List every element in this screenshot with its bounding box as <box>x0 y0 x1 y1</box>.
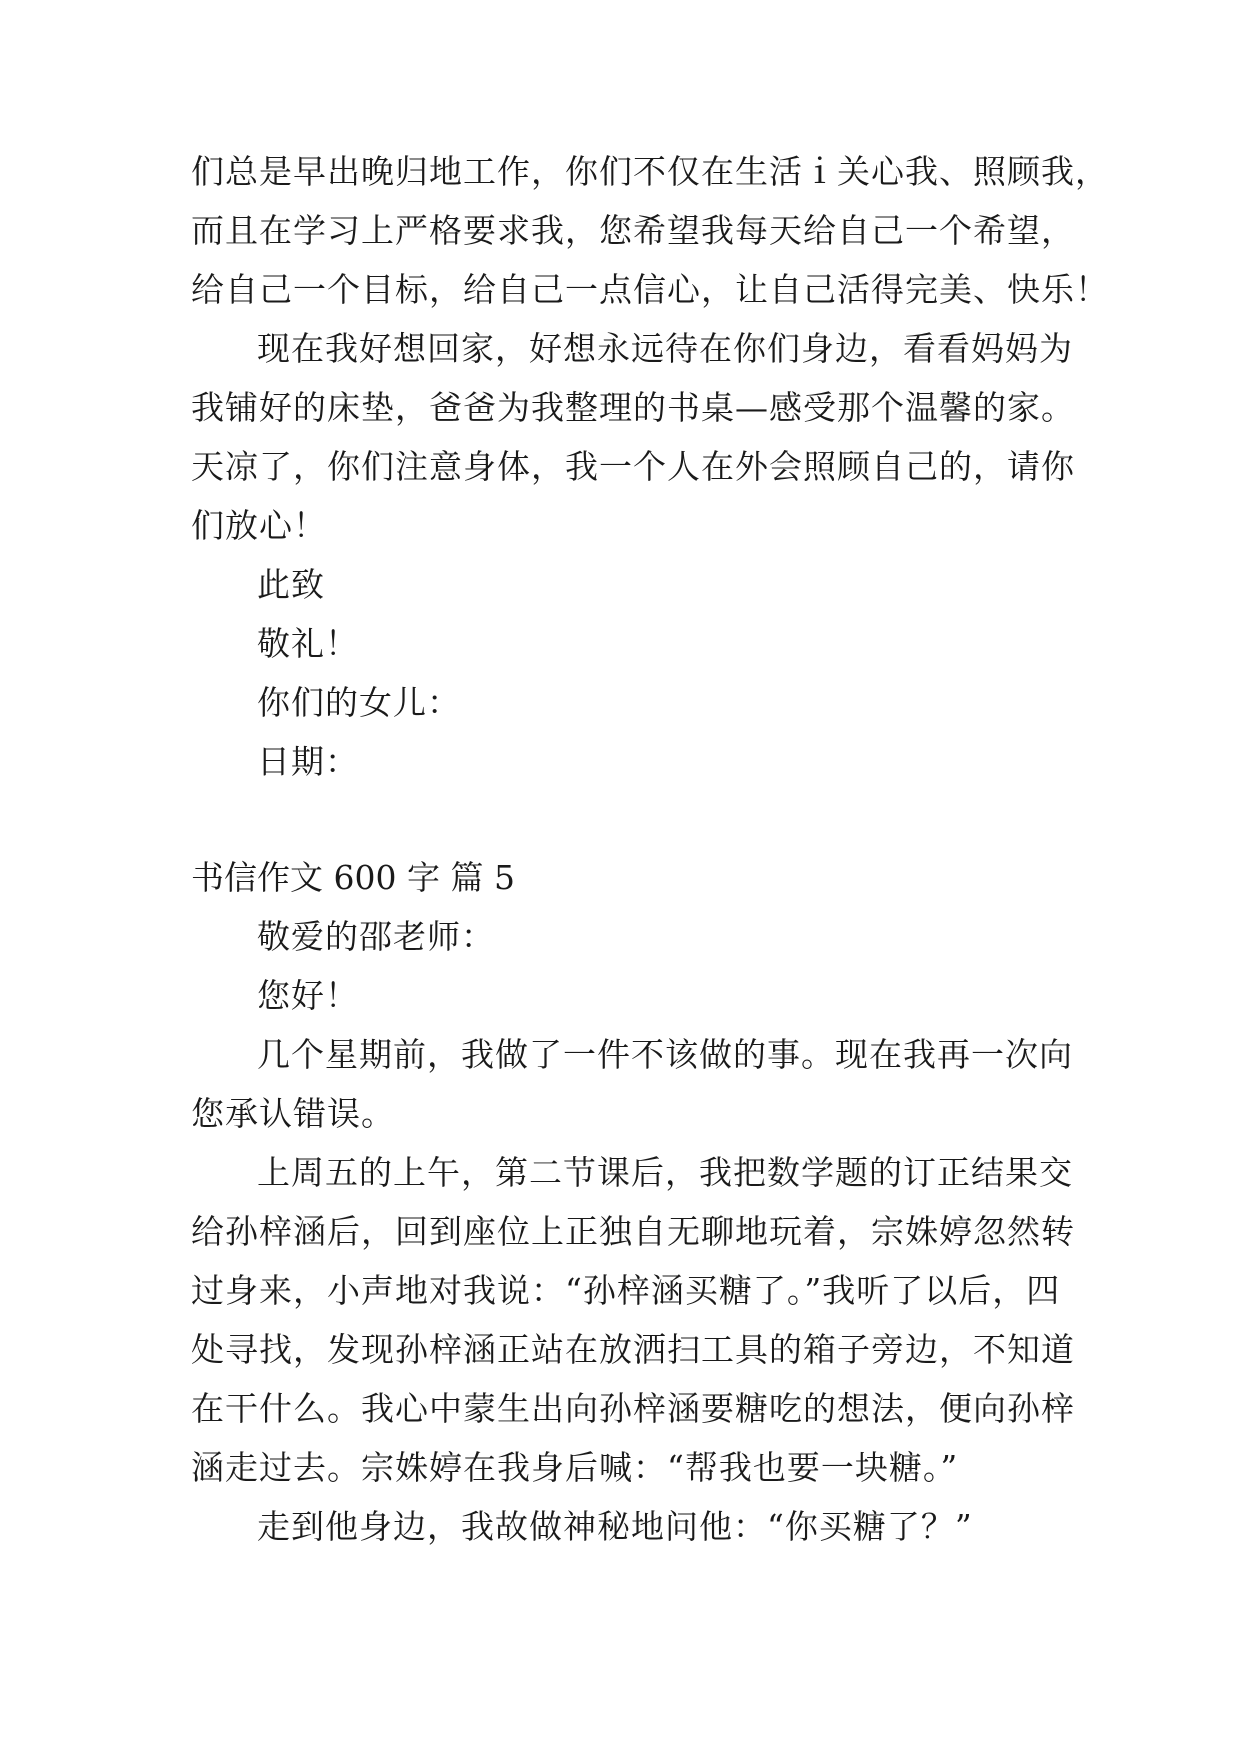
letter-greeting: 敬爱的邵老师： <box>257 917 495 956</box>
letter-closing: 此致 <box>257 565 325 604</box>
body-text-line: 给孙梓涵后，回到座位上正独自无聊地玩着，宗姝婷忽然转 <box>191 1212 1075 1251</box>
letter-signature: 你们的女儿： <box>257 683 461 722</box>
body-text-line: 而且在学习上严格要求我，您希望我每天给自己一个希望， <box>191 211 1075 250</box>
body-text-line: 我铺好的床垫，爸爸为我整理的书桌—感受那个温馨的家。 <box>191 388 1075 427</box>
body-text-line: 们总是早出晚归地工作，你们不仅在生活ｉ关心我、照顾我， <box>191 152 1109 191</box>
section-heading: 书信作文 600 字 篇 5 <box>191 858 515 897</box>
body-text-line: 几个星期前，我做了一件不该做的事。现在我再一次向 <box>257 1035 1073 1074</box>
body-text-line: 给自己一个目标，给自己一点信心，让自己活得完美、快乐！ <box>191 270 1109 309</box>
body-text-line: 现在我好想回家，好想永远待在你们身边，看看妈妈为 <box>257 329 1073 368</box>
body-text-line: 走到他身边，我故做神秘地问他：“你买糖了？” <box>257 1507 973 1546</box>
letter-salute: 敬礼！ <box>257 624 359 663</box>
body-text-line: 在干什么。我心中蒙生出向孙梓涵要糖吃的想法，便向孙梓 <box>191 1389 1075 1428</box>
body-text-line: 您承认错误。 <box>191 1094 395 1133</box>
body-text-line: 过身来，小声地对我说：“孙梓涵买糖了。”我听了以后，四 <box>191 1271 1061 1310</box>
body-text-line: 处寻找，发现孙梓涵正站在放洒扫工具的箱子旁边，不知道 <box>191 1330 1075 1369</box>
body-text-line: 们放心！ <box>191 506 327 545</box>
letter-date: 日期： <box>257 742 359 781</box>
body-text-line: 上周五的上午，第二节课后，我把数学题的订正结果交 <box>257 1153 1073 1192</box>
letter-hello: 您好！ <box>257 976 359 1015</box>
body-text-line: 涵走过去。宗姝婷在我身后喊：“帮我也要一块糖。” <box>191 1448 959 1487</box>
body-text-line: 天凉了，你们注意身体，我一个人在外会照顾自己的，请你 <box>191 447 1075 486</box>
